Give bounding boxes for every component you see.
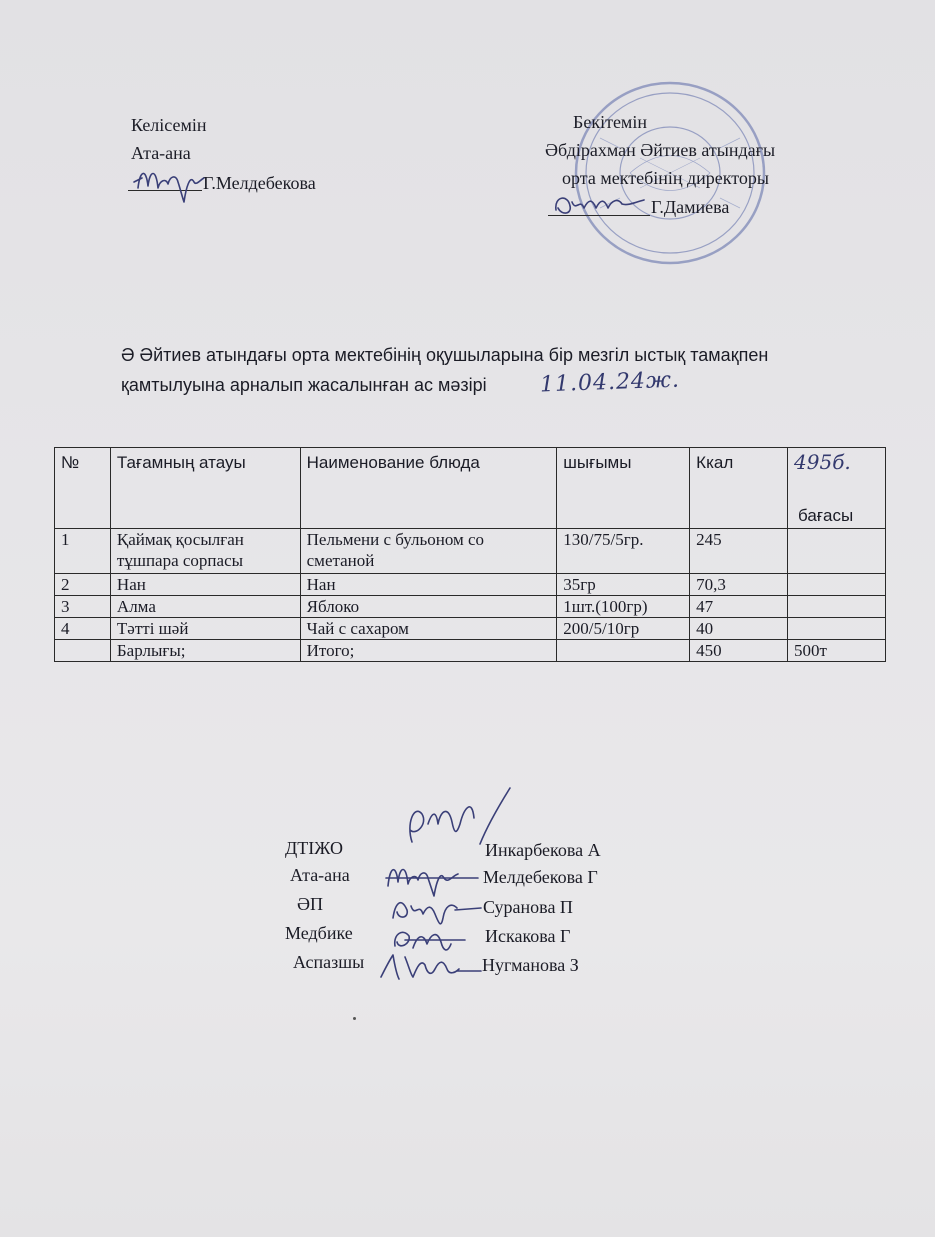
cell-price (788, 596, 886, 618)
table-row (55, 529, 886, 574)
cell-kcal: 40 (690, 618, 788, 640)
approval-right-line2: орта мектебінің директоры (562, 168, 770, 188)
header-number: № (55, 448, 111, 529)
cell-name-ru: Пельмени с бульоном со сметаной (300, 529, 557, 574)
signer-role-3: ӘП (297, 894, 323, 914)
cell-name-kz: Нан (110, 574, 300, 596)
ink-dot (353, 1017, 356, 1020)
signature-5 (375, 947, 485, 987)
header-kcal: Ккал (690, 448, 788, 529)
cell-price (788, 618, 886, 640)
approval-left-role: Ата-ана (131, 143, 191, 163)
menu-table (54, 447, 886, 662)
cell-yield: 130/75/5гр. (557, 529, 690, 574)
approval-right-heading: Бекітемін (573, 112, 647, 132)
signer-name-5: Нугманова З (482, 955, 579, 975)
menu-title-line1: Ә Әйтиев атындағы орта мектебінің оқушыларына бір мезгіл ыстық тамақпен (121, 345, 769, 365)
table-header-row (55, 448, 886, 529)
signer-name-3: Суранова П (483, 897, 573, 917)
cell-name-ru: Чай с сахаром (300, 618, 557, 640)
signer-name-2: Мелдебекова Г (483, 867, 598, 887)
cell-number (55, 640, 111, 662)
header-name-kz: Тағамның атауы (110, 448, 300, 529)
cell-yield: 1шт.(100гр) (557, 596, 690, 618)
approval-right-name: Г.Дамиева (651, 197, 730, 217)
cell-number: 3 (55, 596, 111, 618)
cell-yield: 200/5/10гр (557, 618, 690, 640)
cell-yield: 35гр (557, 574, 690, 596)
parent-signature-top (130, 158, 210, 208)
approval-left-heading: Келісемін (131, 115, 207, 135)
total-kcal: 450 (690, 640, 788, 662)
approval-right-line1: Әбдірахман Әйтиев атындағы (545, 140, 776, 160)
table-row (55, 574, 886, 596)
cell-number: 2 (55, 574, 111, 596)
handwritten-price-note: 495б. (794, 450, 851, 474)
table-row (55, 596, 886, 618)
cell-kcal: 47 (690, 596, 788, 618)
menu-title-line2: қамтылуына арналып жасалынған ас мәзірі (121, 375, 487, 395)
director-signature (550, 186, 650, 226)
cell-number: 1 (55, 529, 111, 574)
total-label-ru: Итого; (300, 640, 557, 662)
handwritten-date: 11.04.24ж. (539, 367, 681, 398)
signer-role-5: Аспазшы (293, 952, 365, 972)
cell-name-kz: Алма (110, 596, 300, 618)
signer-role-2: Ата-ана (290, 865, 350, 885)
table-total-row (55, 640, 886, 662)
signer-role-4: Медбике (285, 923, 353, 943)
cell-name-kz: Қаймақ қосылған тұшпара сорпасы (110, 529, 300, 574)
total-label-kz: Барлығы; (110, 640, 300, 662)
cell-price (788, 574, 886, 596)
cell-name-ru: Яблоко (300, 596, 557, 618)
approval-left-name: Г.Мелдебекова (203, 173, 316, 193)
total-price: 500т (788, 640, 886, 662)
cell-kcal: 245 (690, 529, 788, 574)
cell-name-kz: Тәтті шәй (110, 618, 300, 640)
cell-number: 4 (55, 618, 111, 640)
table-row (55, 618, 886, 640)
signer-name-4: Искакова Г (485, 926, 571, 946)
cell-yield (557, 640, 690, 662)
header-yield: шығымы (557, 448, 690, 529)
cell-kcal: 70,3 (690, 574, 788, 596)
cell-name-ru: Нан (300, 574, 557, 596)
cell-price (788, 529, 886, 574)
header-price (788, 448, 886, 529)
header-price-label: бағасы (798, 506, 854, 525)
header-name-ru: Наименование блюда (300, 448, 557, 529)
signer-name-1: Инкарбекова А (485, 840, 601, 860)
signer-role-1: ДТІЖО (285, 838, 343, 858)
